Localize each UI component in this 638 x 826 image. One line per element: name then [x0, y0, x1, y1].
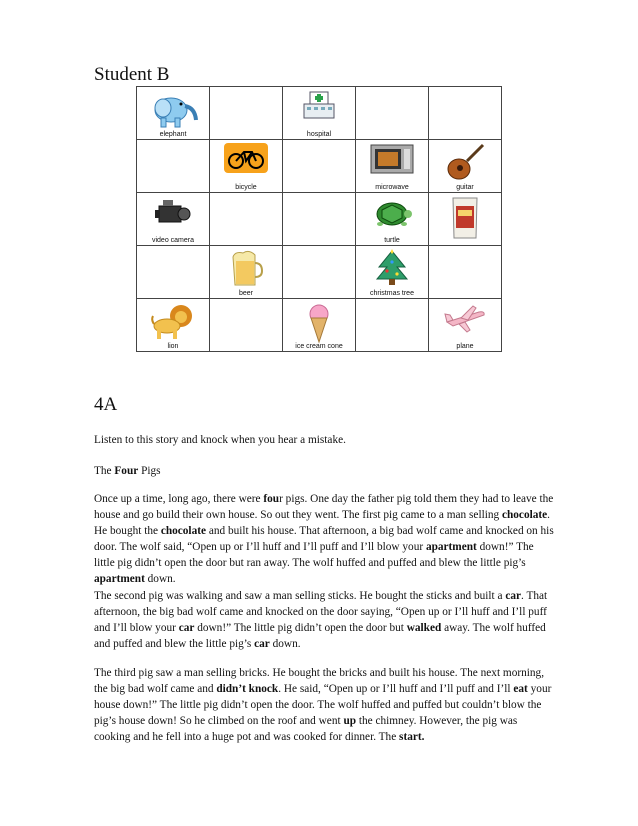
video-camera-icon: [153, 196, 193, 235]
hospital-icon: [302, 90, 336, 125]
ice-cream-icon: [306, 302, 332, 349]
grid-cell-label: plane: [456, 343, 474, 350]
grid-cell: [429, 193, 502, 246]
grid-cell-label: ice cream cone: [295, 343, 343, 350]
grid-row: [137, 299, 502, 352]
story-text: The third pig saw a man selling bricks. He bought the bricks and built his house. The next morning, the big bad wolf came and: [94, 667, 545, 695]
grid-row: [137, 140, 502, 193]
story-text: . He said, “Open up or I’ll huff and I’ll puff and I’ll: [278, 683, 514, 695]
story-text: down.: [269, 638, 301, 650]
lion-icon: [151, 302, 195, 347]
grid-cell-label: christmas tree: [370, 290, 414, 297]
story-mistake-word: car: [178, 622, 195, 634]
instruction-text: Listen to this story and knock when you hear a mistake.: [94, 434, 346, 446]
story-paragraph-2: [94, 588, 554, 652]
grid-cell-label: turtle: [384, 237, 400, 244]
grid-cell: [137, 193, 210, 246]
grid-cell: [356, 87, 429, 140]
turtle-icon: [370, 196, 414, 235]
grid-cell: [429, 246, 502, 299]
story-mistake-word: didn’t knock: [216, 683, 279, 695]
student-b-heading: Student B: [94, 64, 170, 85]
story-mistake-word: chocolate: [501, 509, 548, 521]
snack-bag-icon: [450, 196, 480, 245]
story-text: and built his house. That afternoon, a big bad wolf came and knocked on his door. The wolf said, “Open up or I’ll huff and I’ll puff and I’ll blow your: [94, 525, 554, 553]
grid-cell: [429, 87, 502, 140]
story-text: away. The wolf huffed and puffed and blew the little pig’s: [94, 622, 546, 650]
story-text: down.: [144, 573, 176, 585]
grid-cell: [210, 87, 283, 140]
grid-cell: [356, 140, 429, 193]
grid-cell: [356, 246, 429, 299]
grid-row: [137, 193, 502, 246]
section-4a-heading: 4A: [94, 394, 118, 415]
grid-row: [137, 87, 502, 140]
grid-cell: [283, 299, 356, 352]
grid-cell: [137, 87, 210, 140]
grid-cell-label: guitar: [456, 184, 474, 191]
grid-cell: [429, 299, 502, 352]
story-mistake-word: apartment: [425, 541, 477, 553]
elephant-icon: [147, 90, 199, 135]
bicycle-icon: [224, 143, 268, 178]
grid-cell: [137, 140, 210, 193]
grid-cell-label: beer: [238, 290, 253, 297]
grid-cell: [429, 140, 502, 193]
grid-cell-label: microwave: [375, 184, 409, 191]
story-text: The second pig was walking and saw a man selling sticks. He bought the sticks and built a: [94, 590, 506, 602]
story-title-post: Pigs: [138, 465, 161, 477]
grid-cell: [356, 193, 429, 246]
grid-cell: [283, 140, 356, 193]
grid-cell: [210, 246, 283, 299]
microwave-icon: [370, 143, 414, 182]
story-text: the chimney. However, the pig was cooking and he fell into a huge pot and was cooked for dinner. The: [94, 715, 518, 743]
story-mistake-word: start.: [399, 731, 425, 743]
story-title-bold: Four: [114, 465, 139, 477]
beer-icon: [229, 249, 263, 292]
grid-cell: [210, 193, 283, 246]
story-text: r pigs. One day the father pig told them they had to leave the house and go build their own house. So out they went. The first pig came to a man selling: [94, 493, 554, 521]
story-mistake-word: car: [505, 590, 522, 602]
story-mistake-word: eat: [513, 683, 528, 695]
grid-cell: [283, 193, 356, 246]
grid-cell: [283, 87, 356, 140]
grid-cell: [210, 140, 283, 193]
story-text: down!” The little pig didn’t open the door but ran away. The wolf huffed and puffed and blew the little pig’s: [94, 541, 534, 569]
grid-cell-label: hospital: [306, 131, 332, 138]
story-title: [94, 463, 554, 479]
story-text: . He bought the: [94, 509, 550, 537]
story-mistake-word: apartment: [94, 573, 145, 585]
grid-cell-label: lion: [167, 343, 179, 350]
grid-cell-label: video camera: [151, 237, 195, 244]
story-text: . That afternoon, the big bad wolf came and knocked on the door saying, “Open up or I’ll huff and I’ll puff and I’ll blow your: [94, 590, 548, 634]
grid-cell-label: elephant: [159, 131, 187, 138]
grid-cell-label: bicycle: [235, 184, 257, 191]
story-mistake-word: walked: [406, 622, 442, 634]
grid-row: [137, 246, 502, 299]
grid-cell: [137, 246, 210, 299]
grid-cell: [210, 299, 283, 352]
story-mistake-word: car: [254, 638, 270, 650]
story-paragraph-1: [94, 491, 554, 587]
story-text: Once up a time, long ago, there were: [94, 493, 264, 505]
story-text: down!” The little pig didn’t open the door but: [194, 622, 407, 634]
story-mistake-word: up: [343, 715, 357, 727]
grid-cell: [137, 299, 210, 352]
grid-cell: [356, 299, 429, 352]
picture-grid: [136, 86, 502, 352]
story-paragraph-3: [94, 665, 554, 745]
guitar-icon: [445, 143, 485, 188]
story-mistake-word: fou: [263, 493, 280, 505]
christmas-tree-icon: [375, 249, 409, 294]
story-title-pre: The: [94, 465, 115, 477]
plane-icon: [443, 302, 487, 341]
story-text: your house down!” The little pig didn’t open the door. The wolf huffed and puffed but couldn’t blow the pig’s house down! So he climbed on the roof and went: [94, 683, 552, 727]
story-mistake-word: chocolate: [160, 525, 206, 537]
grid-cell: [283, 246, 356, 299]
